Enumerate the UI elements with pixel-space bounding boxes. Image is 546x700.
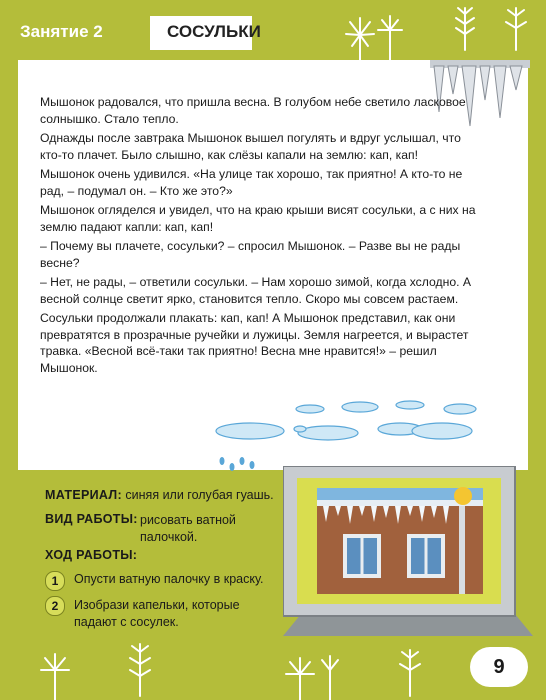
step-number-badge: 2 bbox=[45, 596, 65, 616]
lesson-label: Занятие 2 bbox=[20, 22, 103, 41]
step-item bbox=[45, 571, 65, 591]
story-paragraph: Мышонок очень удивился. «На улице так хорошо, так приятно! А кто-то не рад, – подумал он. – Кто же это?» bbox=[40, 167, 463, 198]
material-row bbox=[45, 488, 274, 502]
story-paragraph: Сосульки продолжали плакать: кап, кап! А Мышонок представил, как они превратятся в прозрачные ручейки и лужицы. Земля нагреется, и вырастет травка. «Весной всё-таки так приятно! Весна мне нравится!» – решил Мышонок. bbox=[40, 311, 469, 375]
step-line: Изобрази капельки, которые bbox=[74, 598, 240, 612]
material-label: МАТЕРИАЛ: bbox=[45, 488, 122, 502]
steps-heading-row bbox=[45, 548, 137, 562]
page-header bbox=[0, 0, 546, 60]
dandelion-decoration bbox=[290, 0, 546, 60]
story-paragraph: – Нет, не рады, – ответили сосульки. – Нам хорошо зимой, когда хслодно. А весной солнце светит ярко, становится тепло. Скоро мы совсем растаем. bbox=[40, 275, 472, 306]
story-paragraph: Мышонок радовался, что пришла весна. В голубом небе светило ласковое солнышко. Стало тепло. bbox=[40, 95, 466, 126]
step-number-badge: 1 bbox=[45, 571, 65, 591]
step-item bbox=[45, 596, 65, 616]
step-line: падают с сосулек. bbox=[74, 615, 179, 629]
work-type-line: палочкой. bbox=[140, 530, 198, 544]
story-paragraph: – Почему вы плачете, сосульки? – спросил Мышонок. – Разве вы не рады весне? bbox=[40, 239, 461, 270]
work-type-row bbox=[45, 512, 138, 526]
story-text bbox=[40, 94, 480, 379]
story-paragraph: Однажды после завтрака Мышонок вышел погулять и вдруг услышал, что кто-то плачет. Было слышно, как слёзы капали на землю: кап, кап! bbox=[40, 131, 461, 162]
work-type-line: рисовать ватной bbox=[140, 513, 236, 527]
step-line: Опусти ватную палочку в краску. bbox=[74, 572, 264, 586]
house-icicles-picture bbox=[283, 466, 533, 638]
page-number: 9 bbox=[470, 647, 528, 687]
work-type-label: ВИД РАБОТЫ: bbox=[45, 512, 138, 526]
work-type-value bbox=[140, 512, 236, 546]
dandelion-footer-decoration bbox=[0, 640, 546, 700]
story-paragraph: Мышонок огляделся и увидел, что на краю крыши висят сосульки, а с них на землю падают капли: кап, кап! bbox=[40, 203, 476, 234]
step-text bbox=[74, 597, 240, 631]
material-value: синяя или голубая гуашь. bbox=[125, 488, 274, 502]
puddles-illustration bbox=[210, 395, 510, 475]
page-title: СОСУЛЬКИ bbox=[167, 22, 261, 41]
step-text bbox=[74, 572, 263, 586]
steps-label: ХОД РАБОТЫ: bbox=[45, 548, 138, 562]
